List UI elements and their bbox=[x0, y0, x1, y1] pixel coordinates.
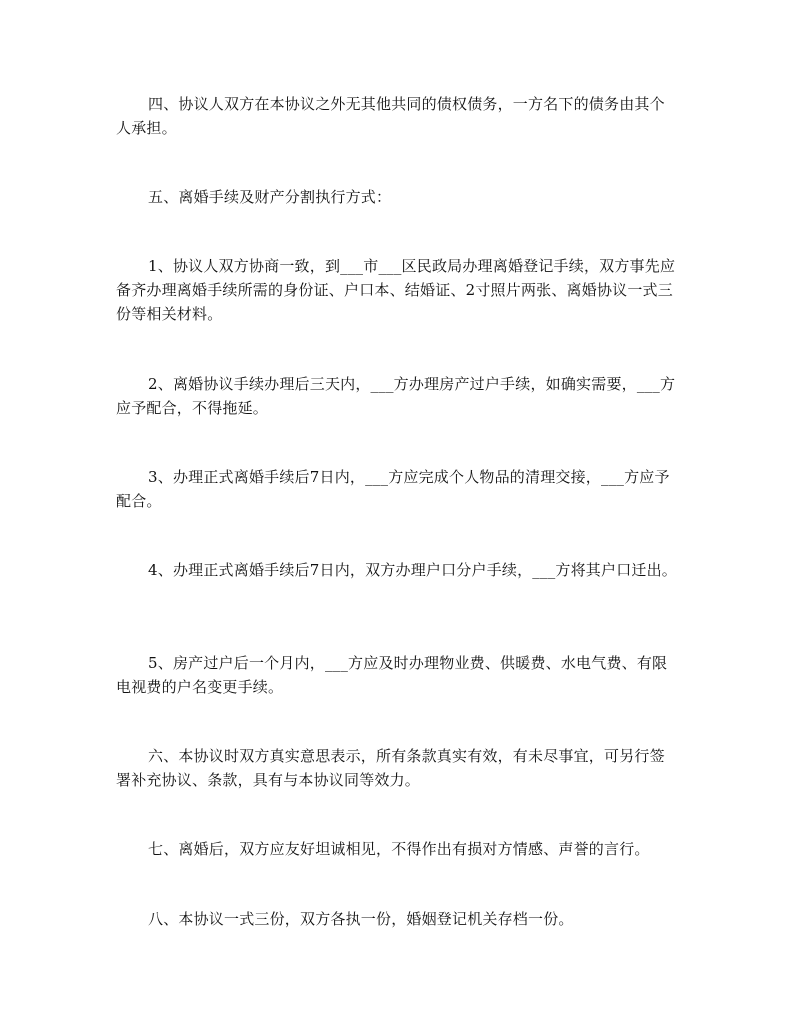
paragraph-section-4-debts: 四、协议人双方在本协议之外无其他共同的债权债务，一方名下的债务由其个人承担。 bbox=[116, 95, 665, 137]
paragraph-section-6-validity: 六、本协议时双方真实意思表示，所有条款真实有效，有未尽事宜，可另行签署补充协议、条款，具有与本协议同等效力。 bbox=[116, 747, 665, 789]
paragraph-item-1-registration: 1、协议人双方协商一致，到___市___区民政局办理离婚登记手续，双方事先应备齐办理离婚手续所需的身份证、户口本、结婚证、2寸照片两张、离婚协议一式三份等相关材料。 bbox=[116, 257, 676, 323]
paragraph-section-5-heading: 五、离婚手续及财产分割执行方式： bbox=[148, 188, 392, 206]
paragraph-section-7-conduct: 七、离婚后，双方应友好坦诚相见，不得作出有损对方情感、声誉的言行。 bbox=[148, 840, 650, 858]
paragraph-item-4-household-registration: 4、办理正式离婚手续后7日内，双方办理户口分户手续，___方将其户口迁出。 bbox=[148, 561, 677, 579]
paragraph-item-2-property-transfer: 2、离婚协议手续办理后三天内，___方办理房产过户手续，如确实需要，___方应予配合，不得拖延。 bbox=[116, 375, 676, 417]
paragraph-item-5-utilities: 5、房产过户后一个月内，___方应及时办理物业费、供暖费、水电气费、有限电视费的户名变更手续。 bbox=[116, 654, 668, 696]
paragraph-item-3-belongings: 3、办理正式离婚手续后7日内，___方应完成个人物品的清理交接，___方应予配合。 bbox=[116, 468, 670, 510]
paragraph-section-8-copies: 八、本协议一式三份，双方各执一份，婚姻登记机关存档一份。 bbox=[148, 910, 574, 928]
